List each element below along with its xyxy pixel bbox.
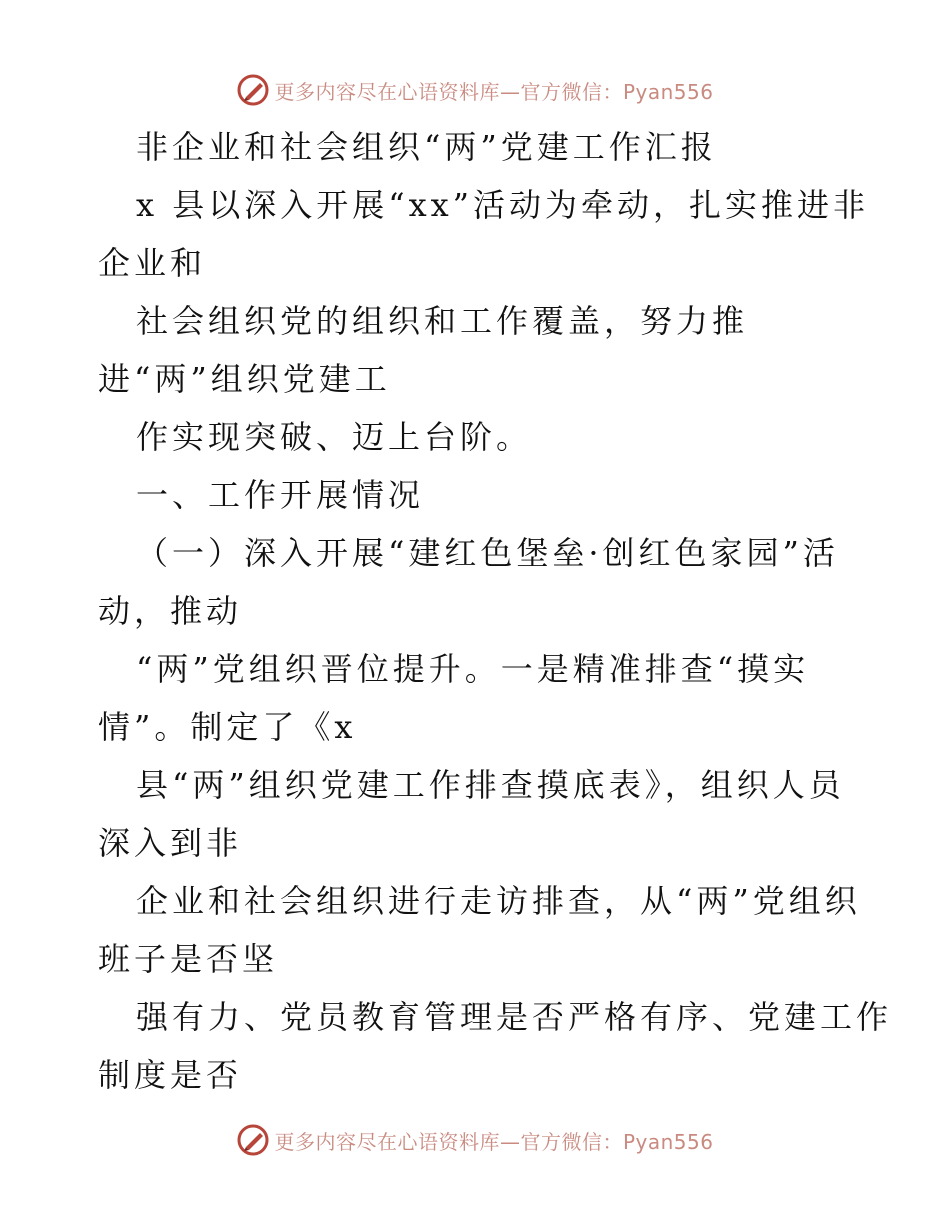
text-line: （一）深入开展“建红色堡垒·创红色家园”活 [136, 534, 839, 572]
watermark-text: 更多内容尽在心语资料库—官方微信：Pyan556 [274, 79, 714, 104]
text-line: x 县以深入开展“xx”活动为牵动，扎实推进非 [136, 186, 870, 224]
text-line: 作实现突破、迈上台阶。 [136, 418, 533, 456]
text-line: 企业和社会组织进行走访排查，从“两”党组织 [136, 882, 861, 920]
text-line: 情”。制定了《x [98, 708, 357, 746]
text-line: 制度是否 [98, 1056, 243, 1094]
text-line: 社会组织党的组织和工作覆盖，努力推 [136, 302, 749, 340]
text-line: 县“两”组织党建工作排查摸底表》，组织人员 [136, 766, 845, 804]
text-line: 动，推动 [98, 592, 243, 630]
text-line: 深入到非 [98, 824, 243, 862]
text-line: 一、工作开展情况 [136, 476, 425, 514]
watermark-banner-bottom [0, 1120, 950, 1160]
text-line: 进“两”组织党建工 [98, 360, 391, 398]
text-line: 企业和 [98, 244, 207, 282]
pen-logo-icon [236, 73, 270, 107]
text-line: “两”党组织晋位提升。一是精准排查“摸实 [136, 650, 810, 688]
document-body [98, 118, 893, 1104]
watermark-banner-top [0, 70, 950, 110]
text-line: 非企业和社会组织“两”党建工作汇报 [136, 128, 717, 166]
text-line: 强有力、党员教育管理是否严格有序、党建工作 [136, 998, 893, 1036]
text-line: 班子是否坚 [98, 940, 279, 978]
pen-logo-icon [236, 1123, 270, 1157]
watermark-text: 更多内容尽在心语资料库—官方微信：Pyan556 [274, 1129, 714, 1154]
